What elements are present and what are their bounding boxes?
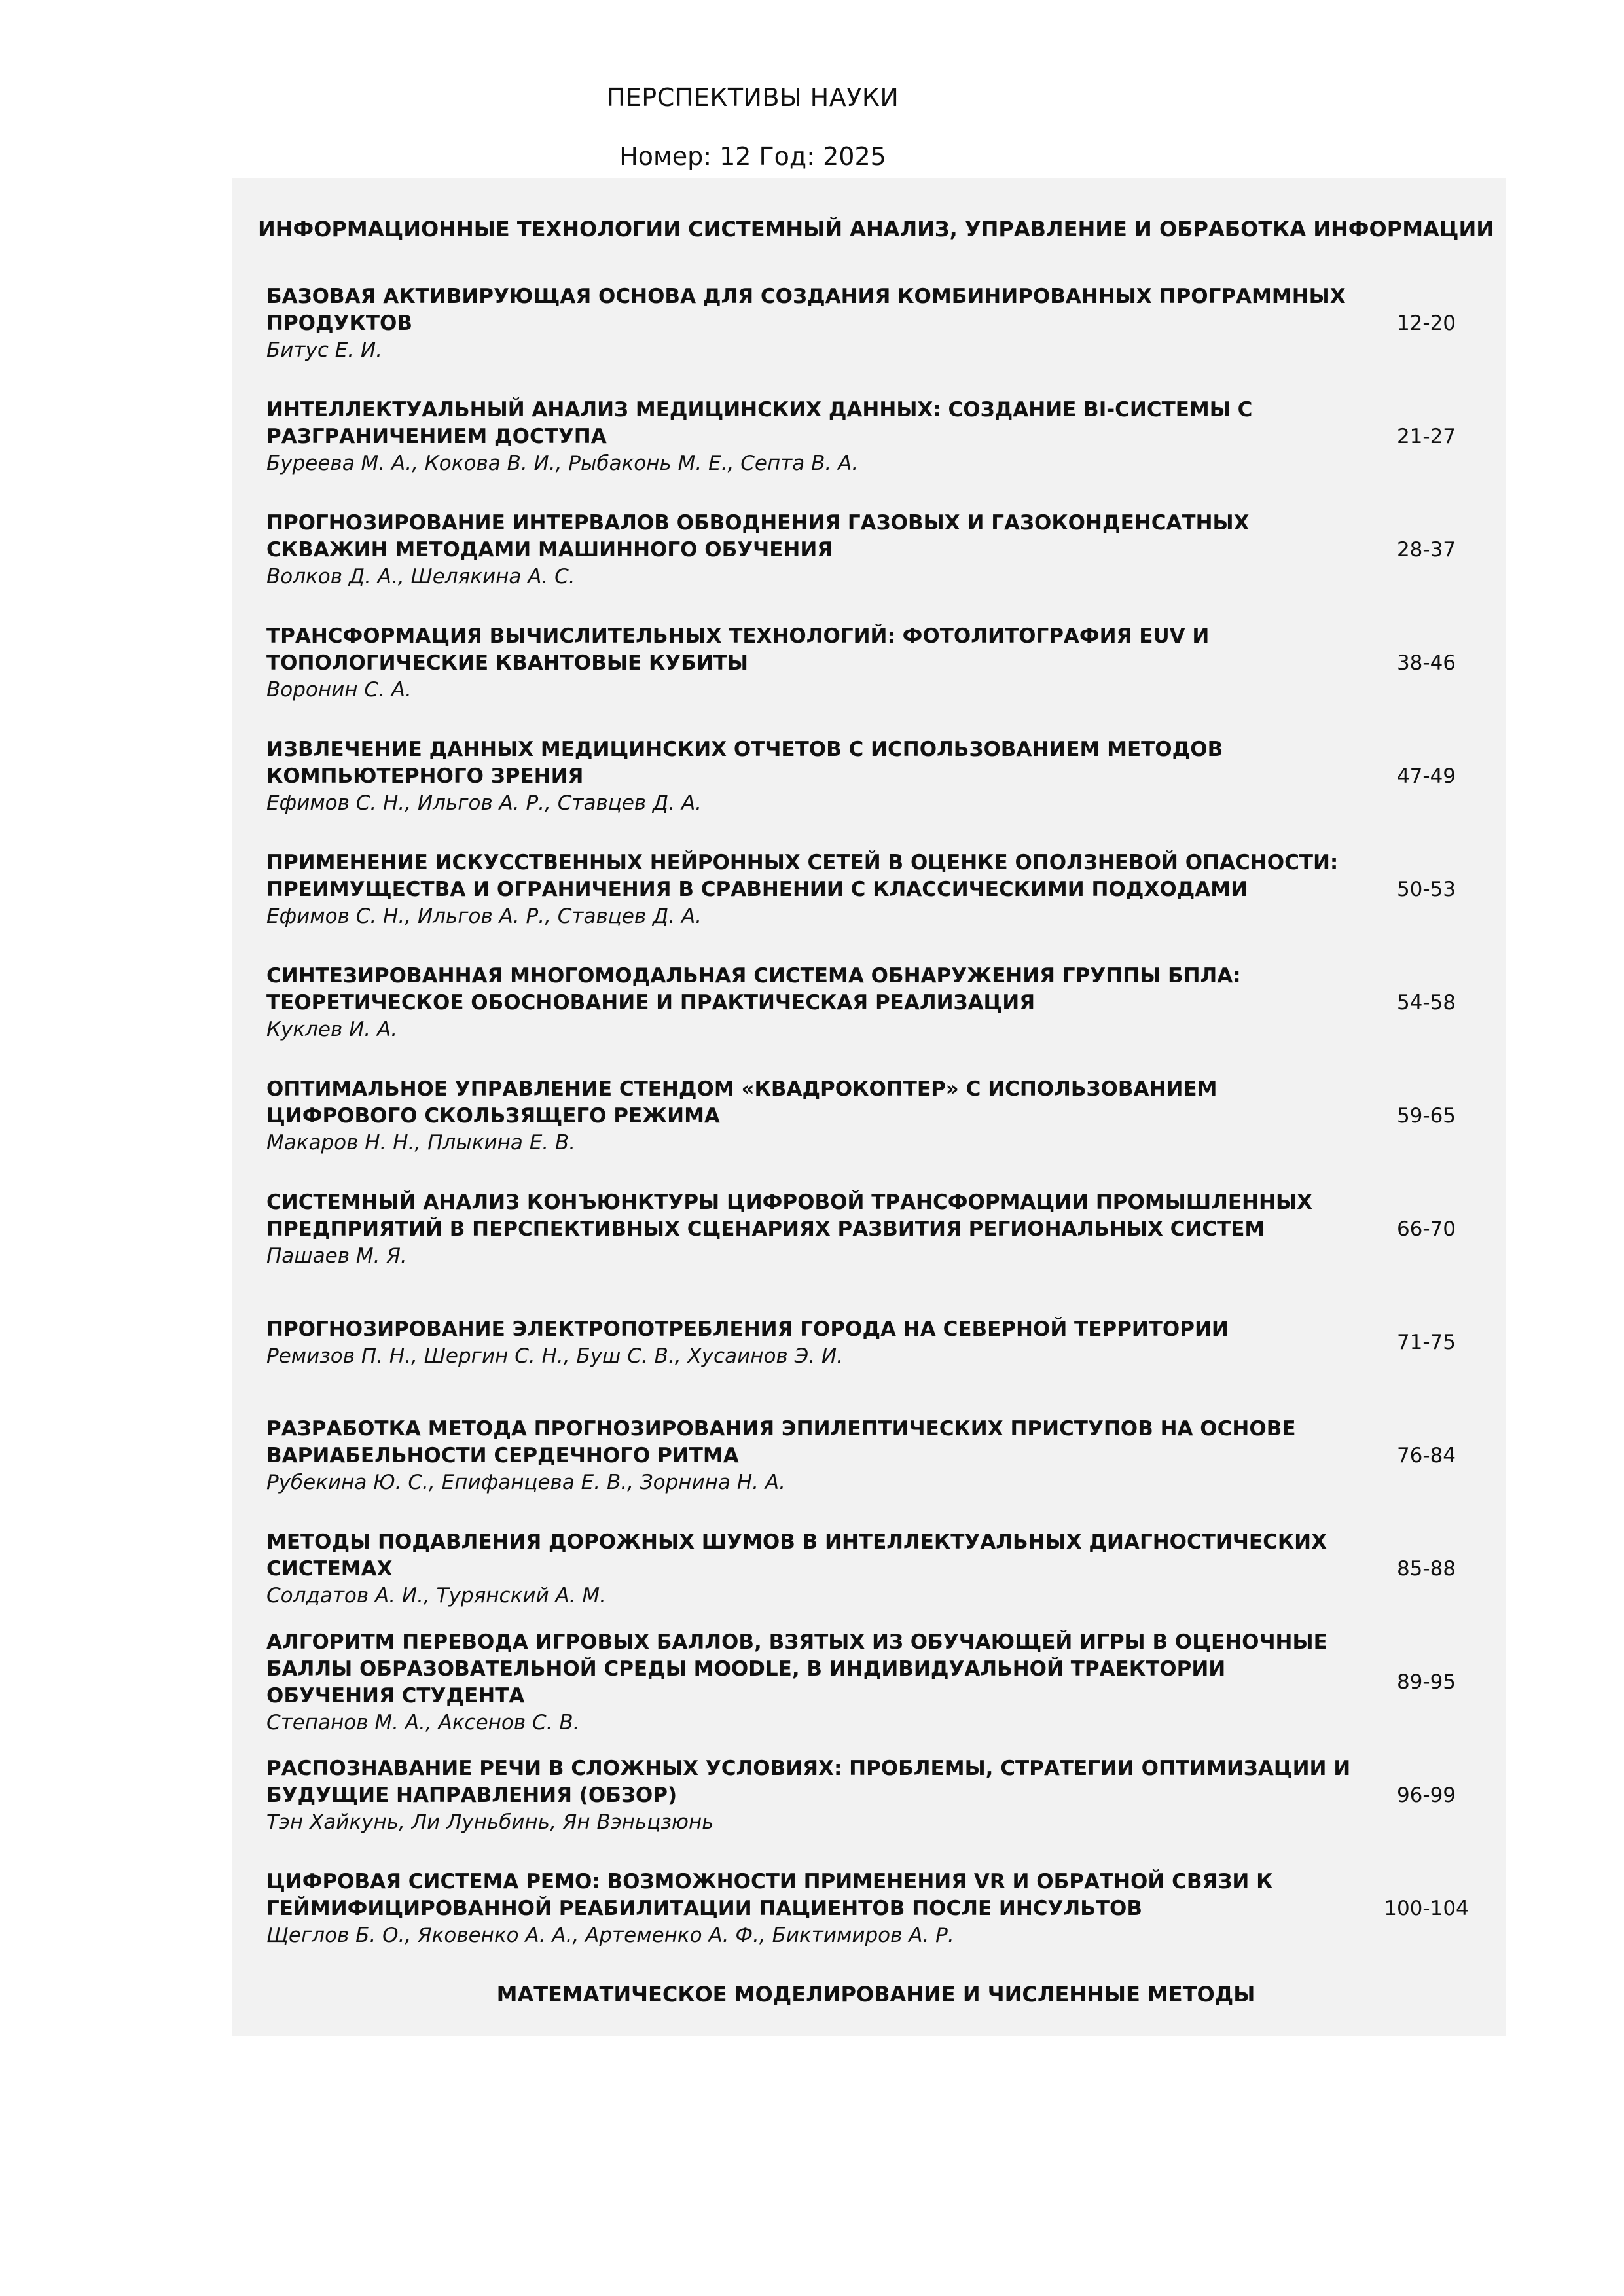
article-pages: 59-65 (1396, 1104, 1456, 1128)
article-authors: Рубекина Ю. С., Епифанцева Е. В., Зорнина Н. А. (266, 1471, 785, 1494)
article-title[interactable]: ЦИФРОВАЯ СИСТЕМА РЕМО: ВОЗМОЖНОСТИ ПРИМЕНЕНИЯ VR И ОБРАТНОЙ СВЯЗИ К ГЕЙМИФИЦИРОВАННОЙ РЕАБИЛИТАЦИИ ПАЦИЕНТОВ ПОСЛЕ ИНСУЛЬТОВ (266, 1870, 1273, 1920)
article-pages: 12-20 (1396, 312, 1456, 335)
article-authors: Ремизов П. Н., Шергин С. Н., Буш С. В., Хусаинов Э. И. (266, 1344, 843, 1368)
article-entry[interactable] (232, 1286, 1506, 1399)
article-entry[interactable] (232, 1173, 1506, 1286)
article-authors: Куклев И. А. (266, 1018, 398, 1041)
article-pages: 28-37 (1396, 538, 1456, 562)
section-heading: ИНФОРМАЦИОННЫЕ ТЕХНОЛОГИИ СИСТЕМНЫЙ АНАЛИЗ, УПРАВЛЕНИЕ И ОБРАБОТКА ИНФОРМАЦИИ (257, 217, 1494, 242)
article-pages: 54-58 (1396, 991, 1456, 1014)
article-title[interactable]: ТРАНСФОРМАЦИЯ ВЫЧИСЛИТЕЛЬНЫХ ТЕХНОЛОГИЙ: ФОТОЛИТОГРАФИЯ EUV И ТОПОЛОГИЧЕСКИЕ КВАНТОВЫЕ КУБИТЫ (266, 624, 1210, 675)
article-authors: Ефимов С. Н., Ильгов А. Р., Ставцев Д. А. (266, 905, 702, 928)
article-info (266, 850, 1353, 930)
article-authors: Макаров Н. Н., Плыкина Е. В. (266, 1131, 576, 1155)
article-info (266, 1416, 1353, 1496)
article-title[interactable]: СИНТЕЗИРОВАННАЯ МНОГОМОДАЛЬНАЯ СИСТЕМА ОБНАРУЖЕНИЯ ГРУППЫ БПЛА: ТЕОРЕТИЧЕСКОЕ ОБОСНОВАНИЕ И ПРАКТИЧЕСКАЯ РЕАЛИЗАЦИЯ (266, 964, 1241, 1014)
article-info (266, 1076, 1353, 1157)
journal-title: ПЕРСПЕКТИВЫ НАУКИ (606, 83, 899, 112)
article-authors: Волков Д. А., Шелякина А. С. (266, 565, 575, 588)
article-info (266, 963, 1353, 1043)
article-entry[interactable] (232, 720, 1506, 833)
article-authors: Степанов М. А., Аксенов С. В. (266, 1710, 580, 1734)
article-pages: 47-49 (1396, 764, 1456, 788)
article-authors: Тэн Хайкунь, Ли Луньбинь, Ян Вэньцзюнь (266, 1810, 714, 1834)
article-entry[interactable] (232, 607, 1506, 720)
article-info (266, 1529, 1353, 1609)
article-title[interactable]: ПРОГНОЗИРОВАНИЕ ИНТЕРВАЛОВ ОБВОДНЕНИЯ ГАЗОВЫХ И ГАЗОКОНДЕНСАТНЫХ СКВАЖИН МЕТОДАМИ МАШИННОГО ОБУЧЕНИЯ (266, 511, 1250, 562)
article-title[interactable]: АЛГОРИТМ ПЕРЕВОДА ИГРОВЫХ БАЛЛОВ, ВЗЯТЫХ ИЗ ОБУЧАЮЩЕЙ ИГРЫ В ОЦЕНОЧНЫЕ БАЛЛЫ ОБРАЗОВАТЕЛЬНОЙ СРЕДЫ MOODLE, В ИНДИВИДУАЛЬНОЙ ТРАЕКТОРИИ ОБУЧЕНИЯ СТУДЕНТА (266, 1630, 1327, 1708)
article-title[interactable]: ОПТИМАЛЬНОЕ УПРАВЛЕНИЕ СТЕНДОМ «КВАДРОКОПТЕР» С ИСПОЛЬЗОВАНИЕМ ЦИФРОВОГО СКОЛЬЗЯЩЕГО РЕЖИМА (266, 1077, 1218, 1128)
article-entry[interactable] (232, 1399, 1506, 1513)
article-pages: 21-27 (1396, 425, 1456, 448)
article-authors: Солдатов А. И., Турянский А. М. (266, 1584, 606, 1607)
article-info (266, 1316, 1353, 1370)
article-entry[interactable] (232, 946, 1506, 1060)
article-info (266, 623, 1353, 704)
article-authors: Щеглов Б. О., Яковенко А. А., Артеменко А. Ф., Биктимиров А. Р. (266, 1924, 954, 1947)
article-authors: Буреева М. А., Кокова В. И., Рыбаконь М. Е., Септа В. А. (266, 452, 859, 475)
article-title[interactable]: СИСТЕМНЫЙ АНАЛИЗ КОНЪЮНКТУРЫ ЦИФРОВОЙ ТРАНСФОРМАЦИИ ПРОМЫШЛЕННЫХ ПРЕДПРИЯТИЙ В ПЕРСПЕКТИВНЫХ СЦЕНАРИЯХ РАЗВИТИЯ РЕГИОНАЛЬНЫХ СИСТЕМ (266, 1191, 1312, 1241)
article-authors: Битус Е. И. (266, 338, 383, 362)
article-title[interactable]: БАЗОВАЯ АКТИВИРУЮЩАЯ ОСНОВА ДЛЯ СОЗДАНИЯ КОМБИНИРОВАННЫХ ПРОГРАММНЫХ ПРОДУКТОВ (266, 285, 1346, 335)
article-info (266, 1629, 1353, 1736)
issue-info: Номер: 12 Год: 2025 (619, 142, 886, 171)
article-info (266, 510, 1353, 590)
article-entry[interactable] (232, 1852, 1506, 1965)
article-pages: 38-46 (1396, 651, 1456, 675)
article-authors: Пашаев М. Я. (266, 1244, 407, 1268)
article-title[interactable]: РАЗРАБОТКА МЕТОДА ПРОГНОЗИРОВАНИЯ ЭПИЛЕПТИЧЕСКИХ ПРИСТУПОВ НА ОСНОВЕ ВАРИАБЕЛЬНОСТИ СЕРДЕЧНОГО РИТМА (266, 1417, 1296, 1467)
article-info (266, 1755, 1353, 1836)
section-heading: МАТЕМАТИЧЕСКОЕ МОДЕЛИРОВАНИЕ И ЧИСЛЕННЫЕ МЕТОДЫ (496, 1982, 1255, 2007)
article-authors: Ефимов С. Н., Ильгов А. Р., Ставцев Д. А. (266, 791, 702, 815)
article-entry[interactable] (232, 1626, 1506, 1739)
article-info (266, 1189, 1353, 1270)
article-entry[interactable] (232, 1060, 1506, 1173)
article-entry[interactable] (232, 833, 1506, 946)
article-info (266, 1869, 1353, 1949)
article-info (266, 397, 1353, 477)
article-title[interactable]: ПРОГНОЗИРОВАНИЕ ЭЛЕКТРОПОТРЕБЛЕНИЯ ГОРОДА НА СЕВЕРНОЙ ТЕРРИТОРИИ (266, 1317, 1229, 1341)
article-title[interactable]: ИНТЕЛЛЕКТУАЛЬНЫЙ АНАЛИЗ МЕДИЦИНСКИХ ДАННЫХ: СОЗДАНИЕ BI-СИСТЕМЫ С РАЗГРАНИЧЕНИЕМ ДОСТУПА (266, 398, 1253, 448)
article-pages: 85-88 (1396, 1557, 1456, 1581)
article-title[interactable]: МЕТОДЫ ПОДАВЛЕНИЯ ДОРОЖНЫХ ШУМОВ В ИНТЕЛЛЕКТУАЛЬНЫХ ДИАГНОСТИЧЕСКИХ СИСТЕМАХ (266, 1530, 1327, 1581)
article-entry[interactable] (232, 267, 1506, 380)
article-entry[interactable] (232, 1739, 1506, 1852)
article-entry[interactable] (232, 493, 1506, 607)
table-of-contents (232, 178, 1506, 2036)
article-title[interactable]: ИЗВЛЕЧЕНИЕ ДАННЫХ МЕДИЦИНСКИХ ОТЧЕТОВ С ИСПОЛЬЗОВАНИЕМ МЕТОДОВ КОМПЬЮТЕРНОГО ЗРЕНИЯ (266, 738, 1223, 788)
article-entry[interactable] (232, 380, 1506, 493)
article-pages: 96-99 (1396, 1784, 1456, 1807)
article-info (266, 736, 1353, 817)
article-title[interactable]: ПРИМЕНЕНИЕ ИСКУССТВЕННЫХ НЕЙРОННЫХ СЕТЕЙ В ОЦЕНКЕ ОПОЛЗНЕВОЙ ОПАСНОСТИ: ПРЕИМУЩЕСТВА И ОГРАНИЧЕНИЯ В СРАВНЕНИИ С КЛАССИЧЕСКИМИ ПОДХОДАМИ (266, 851, 1339, 901)
article-pages: 71-75 (1396, 1331, 1456, 1354)
article-pages: 50-53 (1396, 878, 1456, 901)
article-pages: 76-84 (1396, 1444, 1456, 1467)
article-title[interactable]: РАСПОЗНАВАНИЕ РЕЧИ В СЛОЖНЫХ УСЛОВИЯХ: ПРОБЛЕМЫ, СТРАТЕГИИ ОПТИМИЗАЦИИ И БУДУЩИЕ НАПРАВЛЕНИЯ (ОБЗОР) (266, 1757, 1351, 1807)
article-info (266, 283, 1353, 364)
article-entry[interactable] (232, 1513, 1506, 1626)
article-pages: 66-70 (1396, 1217, 1456, 1241)
article-pages: 89-95 (1396, 1670, 1456, 1694)
article-pages: 100-104 (1384, 1897, 1469, 1920)
article-authors: Воронин С. А. (266, 678, 412, 702)
